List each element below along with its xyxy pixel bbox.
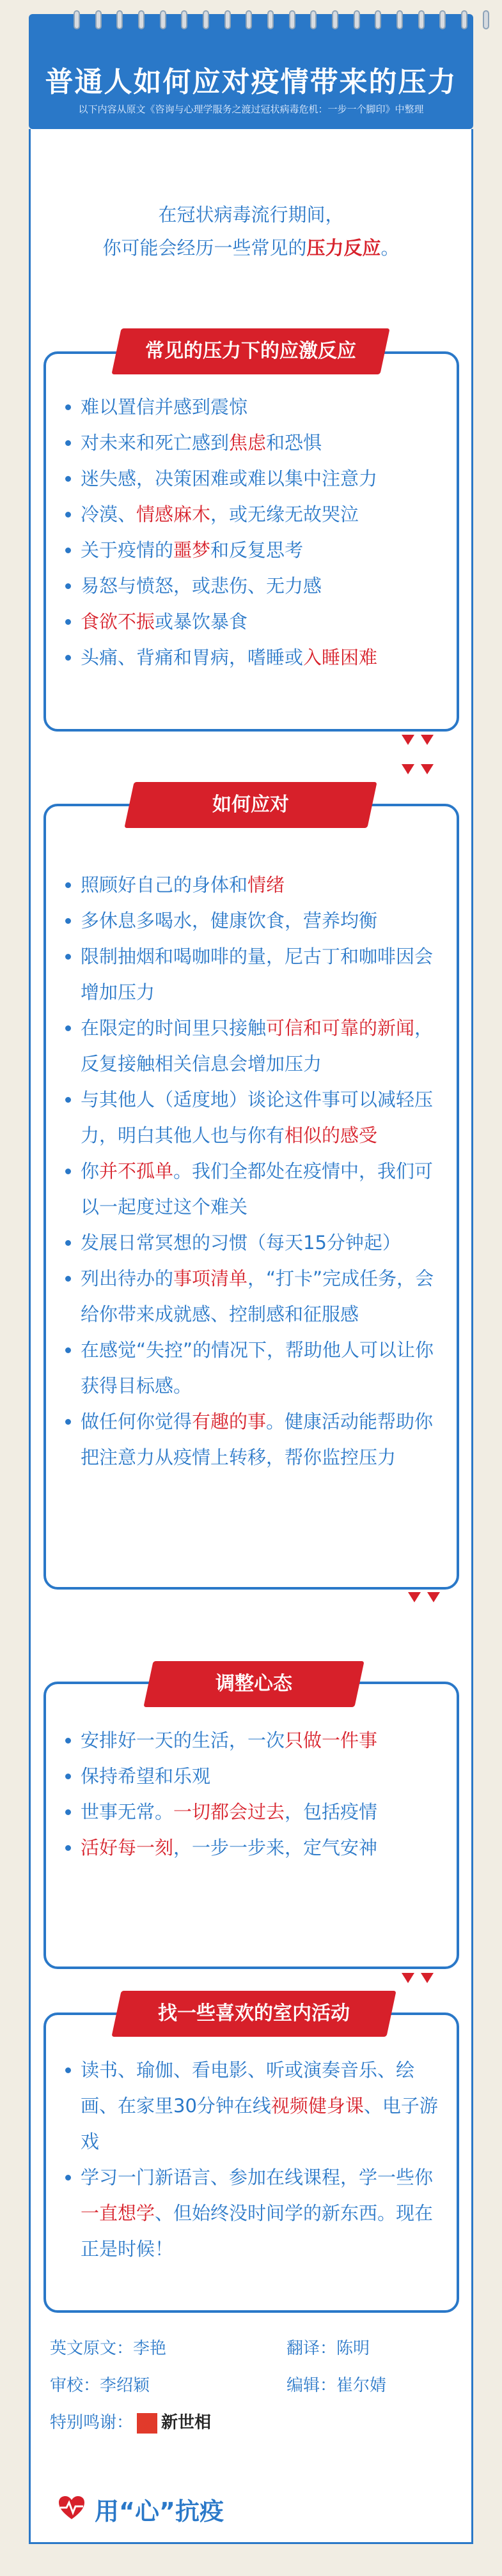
- list-item: 易怒与愤怒，或悲伤、无力感: [65, 568, 441, 604]
- list-item: 学习一门新语言、参加在线课程，学一些你一直想学、但始终没时间学的新东西。现在正是时候！: [65, 2159, 441, 2267]
- list-item: 关于疫情的噩梦和反复思考: [65, 532, 441, 568]
- section-coping: [43, 793, 459, 1590]
- credit-editor: 编辑：崔尔婧: [286, 2376, 387, 2395]
- mindset-list: [65, 1722, 441, 1866]
- decor-triangles: [402, 1973, 434, 1983]
- credit-thanks-org: 新世相: [161, 2413, 212, 2432]
- list-item: 做任何你觉得有趣的事。健康活动能帮助你把注意力从疫情上转移，帮你监控压力: [65, 1404, 441, 1475]
- section-heading: 找一些喜欢的室内活动: [111, 1991, 396, 2037]
- credit-thanks: 特别鸣谢：: [50, 2413, 134, 2432]
- list-item: 列出待办的事项清单，“打卡”完成任务，会给你带来成就感、控制感和征服感: [65, 1261, 441, 1332]
- list-item: 难以置信并感到震惊: [65, 389, 441, 425]
- decor-triangles: [402, 735, 434, 745]
- xinshixiang-logo: [137, 2413, 157, 2434]
- list-item: 食欲不振或暴饮暴食: [65, 604, 441, 640]
- section-heading: 调整心态: [143, 1661, 364, 1707]
- list-item: 世事无常。一切都会过去，包括疫情: [65, 1794, 441, 1830]
- list-item: 冷漠、情感麻木，或无缘无故哭泣: [65, 496, 441, 532]
- section-heading: 常见的压力下的应激反应: [111, 328, 389, 374]
- list-item: 你并不孤单。我们全都处在疫情中，我们可以一起度过这个难关: [65, 1153, 441, 1225]
- list-item: 在感觉“失控”的情况下，帮助他人可以让你获得目标感。: [65, 1332, 441, 1404]
- credit-translator: 翻译：陈明: [286, 2339, 370, 2358]
- stress-reaction-list: [65, 389, 441, 675]
- intro-text: [0, 198, 502, 264]
- intro-line-2: 你可能会经历一些常见的压力反应。: [102, 237, 400, 259]
- list-item: 活好每一刻，一步一步来，定气安神: [65, 1830, 441, 1866]
- footer-slogan-text: 用“心”抗疫: [95, 2497, 224, 2526]
- list-item: 安排好一天的生活，一次只做一件事: [65, 1722, 441, 1758]
- decor-triangles: [408, 1592, 440, 1602]
- section-mindset: [43, 1673, 459, 1969]
- intro-line-1: 在冠状病毒流行期间，: [158, 204, 344, 226]
- list-item: 对未来和死亡感到焦虑和恐惧: [65, 425, 441, 461]
- page-subtitle: 以下内容从原文《咨询与心理学服务之渡过冠状病毒危机：一步一个脚印》中整理: [78, 103, 424, 115]
- list-item: 照顾好自己的身体和情绪: [65, 867, 441, 903]
- activities-list: [65, 2052, 441, 2267]
- list-item: 头痛、背痛和胃病，嗜睡或入睡困难: [65, 640, 441, 675]
- credit-author: 英文原文：李艳: [50, 2339, 167, 2358]
- coping-list: [65, 867, 441, 1475]
- heart-pulse-icon: [58, 2495, 86, 2520]
- list-item: 保持希望和乐观: [65, 1758, 441, 1794]
- binder-rings: [74, 10, 489, 29]
- credits: [50, 2335, 459, 2463]
- header-banner: [29, 14, 473, 129]
- decor-triangles: [402, 764, 434, 774]
- list-item: 在限定的时间里只接触可信和可靠的新闻，反复接触相关信息会增加压力: [65, 1010, 441, 1082]
- section-stress-reactions: [43, 340, 459, 732]
- credit-reviewer: 审校：李绍颖: [50, 2376, 150, 2395]
- list-item: 限制抽烟和喝咖啡的量，尼古丁和咖啡因会增加压力: [65, 939, 441, 1010]
- section-indoor-activities: [43, 2002, 459, 2313]
- list-item: 发展日常冥想的习惯（每天15分钟起）: [65, 1225, 441, 1261]
- list-item: 多休息多喝水，健康饮食，营养均衡: [65, 903, 441, 939]
- list-item: 迷失感，决策困难或难以集中注意力: [65, 461, 441, 496]
- page-title: 普通人如何应对疫情带来的压力: [45, 66, 457, 98]
- section-heading: 如何应对: [124, 782, 377, 828]
- list-item: 与其他人（适度地）谈论这件事可以减轻压力，明白其他人也与你有相似的感受: [65, 1082, 441, 1153]
- list-item: 读书、瑜伽、看电影、听或演奏音乐、绘画、在家里30分钟在线视频健身课、电子游戏: [65, 2052, 441, 2159]
